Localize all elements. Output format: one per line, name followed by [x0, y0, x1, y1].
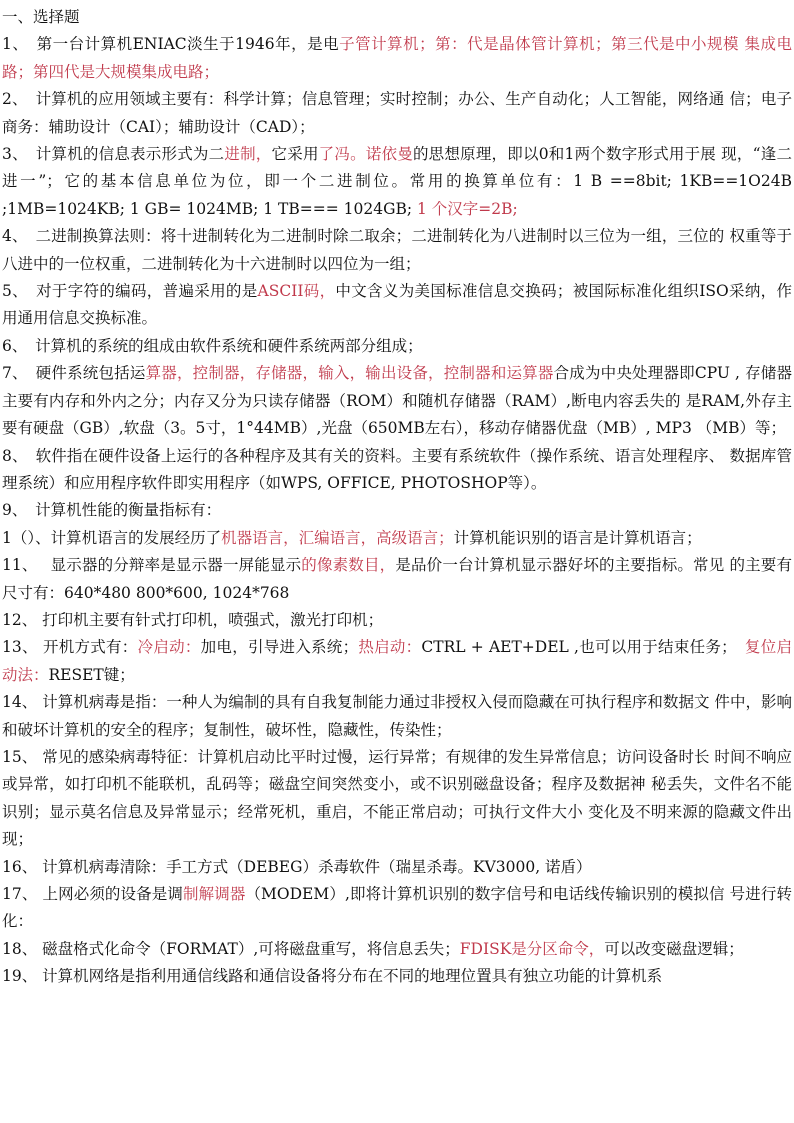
item-number: 19、 — [2, 967, 43, 986]
highlighted-text: 复位启动法： — [2, 638, 792, 684]
highlighted-text: 进制， — [224, 145, 272, 164]
item-text: 计算机的系统的组成由软件系统和硬件系统两部分组成； — [35, 336, 423, 355]
highlighted-text: 的像素数目， — [301, 556, 396, 575]
item-text: 它采用 — [271, 145, 319, 164]
item-text: 计算机病毒是指：一种人为编制的具有自我复制能力通过非授权入侵而隐藏在可执行程序和数据文 件中，影响和破坏计算机的安全的程序；复制性，破坏性，隐藏性，传染性； — [2, 693, 793, 739]
highlighted-text: 制解调器 — [182, 885, 246, 903]
list-item — [2, 854, 792, 881]
item-number: 5、 — [2, 282, 37, 301]
item-text: 是品价一台计算机显示器好坏的主要指标。常见 的主要有尺寸有：640*480 800*600, 1024*768 — [2, 556, 792, 602]
list-item — [2, 634, 792, 689]
item-text: 磁盘格式化命令（FORMAT）,可将磁盘重写，将信息丢失； — [42, 939, 460, 958]
highlighted-text: FDISK是分区命令， — [459, 939, 605, 958]
item-number: 17、 — [2, 885, 43, 903]
item-text: 计算机语言的发展经历了 — [50, 528, 222, 547]
list-item — [2, 278, 792, 333]
item-number: 18、 — [2, 939, 43, 958]
item-text: 开机方式有： — [42, 638, 138, 657]
item-text: 加电，引导进入系统； — [200, 638, 359, 657]
item-text: 常见的感染病毒特征：计算机启动比平时过慢，运行异常；有规律的发生异常信息；访问设备时长 时间不响应或异常，如打印机不能联机，乱码等；磁盘空间突然变小，或不识别磁盘设备；程序及数据神 秘丢失，文件名不能识别；显示莫名信息及异常显示；经常死机，重启，不能正常启动；可执行文件大小 变化及不明来源的隐藏文件出现； — [2, 747, 793, 849]
list-item — [2, 936, 792, 963]
item-number: 2、 — [2, 90, 36, 109]
list-item — [2, 525, 792, 552]
item-text: 的思想原理，即以0和1两个数字形式用于展 现，“逢二进一”；它的基本信息单位为位，即一个二进制位。常用的换算单位有：1 B ==8bit; 1KB==1O24B ;1MB=1024KB; 1 GB= 1024MB; 1 TB=== 1024GB; — [2, 145, 792, 218]
list-item — [2, 86, 792, 141]
list-item — [2, 607, 792, 634]
item-number: 4、 — [2, 227, 36, 246]
list-item — [2, 689, 792, 744]
item-text: 可以改变磁盘逻辑； — [604, 939, 744, 958]
item-text: 显示器的分辩率是显示器一屏能显示 — [50, 556, 302, 575]
question-list — [2, 31, 792, 990]
list-item — [2, 552, 792, 607]
item-text: RESET键； — [48, 665, 135, 684]
list-item — [2, 443, 792, 498]
item-text: 硬件系统包括运 — [35, 364, 146, 383]
list-item — [2, 744, 792, 854]
highlighted-text: 1 个汉字=2B; — [417, 199, 518, 218]
item-text: 计算机网络是指利用通信线路和通信设备将分布在不同的地理位置具有独立功能的计算机系 — [42, 967, 663, 986]
item-text: 第一台计算机ENIAC淡生于1946年，是电 — [36, 35, 340, 54]
item-text: 计算机病毒清除：手工方式（DEBEG）杀毒软件（瑞星杀毒。KV3000, 诺盾） — [42, 857, 592, 876]
item-text: （MODEM）,即将计算机识别的数字信号和电话线传输识别的模拟信 号进行转化： — [2, 885, 792, 931]
item-number: 15、 — [2, 747, 43, 766]
item-number: 14、 — [2, 693, 43, 712]
list-item — [2, 963, 792, 990]
highlighted-text: 机器语言，汇编语言，高级语言； — [221, 528, 454, 547]
item-number: 1（）、 — [2, 528, 51, 547]
item-number: 8、 — [2, 446, 36, 465]
list-item — [2, 881, 792, 936]
item-text: 对于字符的编码，普遍采用的是 — [36, 282, 258, 301]
item-text: 计算机的信息表示形式为二 — [35, 145, 225, 164]
item-text: 计算机的应用领域主要有：科学计算；信息管理；实时控制；办公、生产自动化；人工智能，网络通 信；电子商务：辅助设计（CAI）；辅助设计（CAD）； — [2, 90, 792, 136]
item-number: 7、 — [2, 364, 36, 383]
highlighted-text: 冷启动： — [137, 638, 201, 657]
list-item — [2, 333, 792, 360]
item-text: 中文含义为美国标准信息交换码；被国际标准化组织ISO采纳，作用通用信息交换标准。 — [2, 282, 792, 328]
item-number: 1、 — [2, 35, 37, 54]
list-item — [2, 360, 792, 442]
item-text: 二进制换算法则：将十进制转化为二进制时除二取余；二进制转化为八进制时以三位为一组，三位的 权重等于八进中的一位权重，二进制转化为十六进制时以四位为一组； — [2, 227, 792, 273]
item-number: 16、 — [2, 857, 43, 876]
list-item — [2, 223, 792, 278]
item-number: 13、 — [2, 638, 43, 657]
list-item — [2, 31, 792, 86]
section-heading: 一、选择题 — [2, 8, 80, 26]
highlighted-text: 算器，控制器，存储器，输入，输出设备，控制器和运算器 — [145, 364, 554, 383]
item-number: 12、 — [2, 610, 43, 629]
item-number: 6、 — [2, 336, 36, 355]
item-text: 合成为中央处理器即CPU , 存储器主要有内存和外内之分；内存又分为只读存储器（ROM）和随机存储器（RAM）,断电内容丢失的 是RAM,外存主要有硬盘（GB）,软盘（3。5寸，1°44MB）,光盘（650MB左右），移动存储器优盘（MB）, MP3 （MB）等； — [2, 364, 792, 438]
item-text: 计算机能识别的语言是计算机语言； — [453, 528, 702, 547]
item-number: 3、 — [2, 145, 36, 164]
item-number: 9、 — [2, 501, 36, 520]
highlighted-text: 热启动： — [358, 638, 422, 657]
highlighted-text: 了冯。诺依曼 — [318, 145, 413, 164]
item-number: 11、 — [2, 556, 51, 575]
item-text: 计算机性能的衡量指标有： — [35, 501, 222, 520]
item-text: 上网必须的设备是调 — [42, 885, 183, 903]
item-text: 软件指在硬件设备上运行的各种程序及其有关的资料。主要有系统软件（操作系统、语言处理程序、 数据库管理系统）和应用程序软件即实用程序（如WPS, OFFICE, PHOTOSHOP等）。 — [2, 446, 792, 492]
list-item — [2, 497, 792, 524]
highlighted-text: 子管计算机；第：代是晶体管计算机；第三代是中小规模 集成电路；第四代是大规模集成电路； — [2, 35, 792, 81]
list-item — [2, 141, 792, 223]
item-text: 打印机主要有针式打印机，喷强式，激光打印机； — [42, 610, 384, 629]
item-text: CTRL + AET+DEL ,也可以用于结束任务； — [421, 638, 745, 657]
highlighted-text: ASCII码， — [257, 282, 336, 301]
